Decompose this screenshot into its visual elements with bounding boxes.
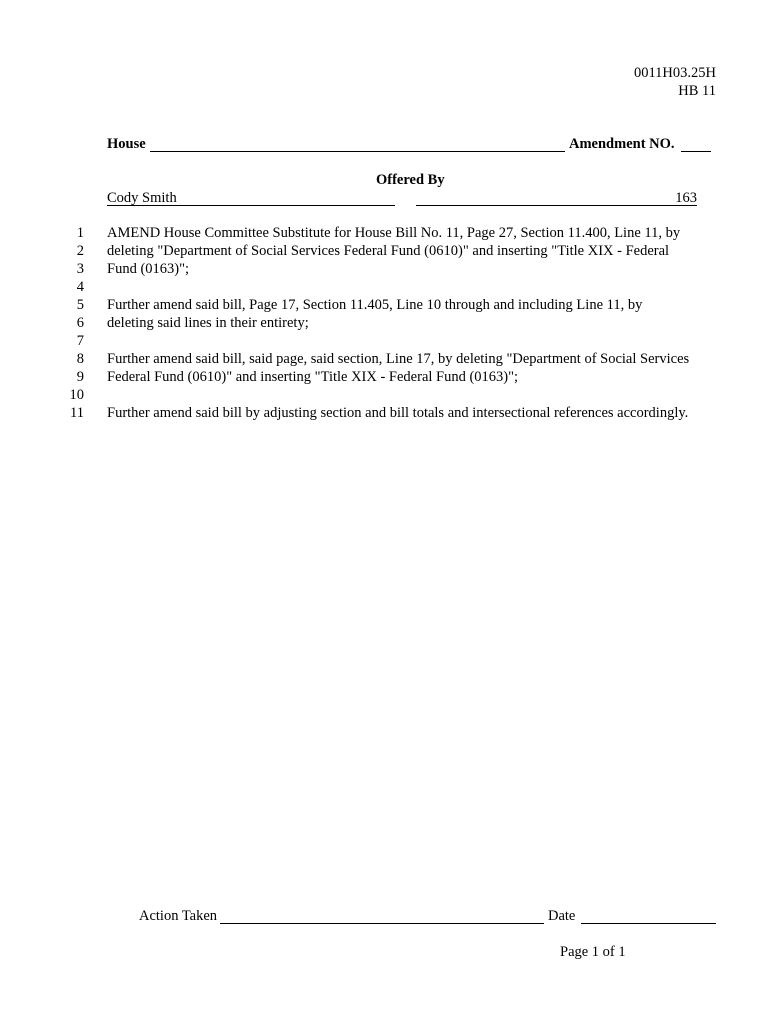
line-number: 7 (76, 333, 84, 349)
offered-by-label: Offered By (376, 172, 445, 188)
house-label: House (107, 136, 146, 152)
line-number: 8 (76, 351, 84, 367)
line-text: Federal Fund (0610)" and inserting "Title XIX - Federal Fund (0163)"; (107, 369, 519, 385)
line-text: deleting said lines in their entirety; (107, 315, 309, 331)
action-taken-label: Action Taken (139, 908, 218, 924)
line-number: 2 (76, 243, 84, 259)
line-number: 9 (76, 369, 84, 385)
line-text: Further amend said bill, said page, said section, Line 17, by deleting "Department of Social Services (107, 351, 690, 367)
line-number: 11 (70, 405, 84, 421)
district-number: 163 (675, 190, 697, 206)
sponsor-name: Cody Smith (107, 190, 177, 206)
district-line (416, 205, 697, 206)
line-number: 10 (69, 387, 84, 403)
line-text: AMEND House Committee Substitute for House Bill No. 11, Page 27, Section 11.400, Line 11, by (107, 225, 681, 241)
document-code: 0011H03.25H (633, 65, 716, 81)
bill-number: HB 11 (678, 83, 716, 99)
line-number: 3 (76, 261, 84, 277)
date-label: Date (548, 908, 576, 924)
amendment-number-blank (681, 151, 711, 152)
line-text: deleting "Department of Social Services Federal Fund (0610)" and inserting "Title XIX - Federal (107, 243, 670, 259)
line-text: Fund (0163)"; (107, 261, 190, 277)
line-text: Further amend said bill, Page 17, Section 11.405, Line 10 through and including Line 11, by (107, 297, 643, 313)
house-blank-line (150, 151, 565, 152)
line-number: 6 (76, 315, 84, 331)
line-number: 1 (76, 225, 84, 241)
date-line (581, 923, 716, 924)
line-text: Further amend said bill by adjusting section and bill totals and intersectional references accordingly. (107, 405, 689, 421)
amendment-number-label: Amendment NO. (569, 136, 675, 152)
page-number: Page 1 of 1 (560, 944, 626, 960)
action-taken-line (220, 923, 544, 924)
line-number: 5 (76, 297, 84, 313)
line-number: 4 (76, 279, 84, 295)
